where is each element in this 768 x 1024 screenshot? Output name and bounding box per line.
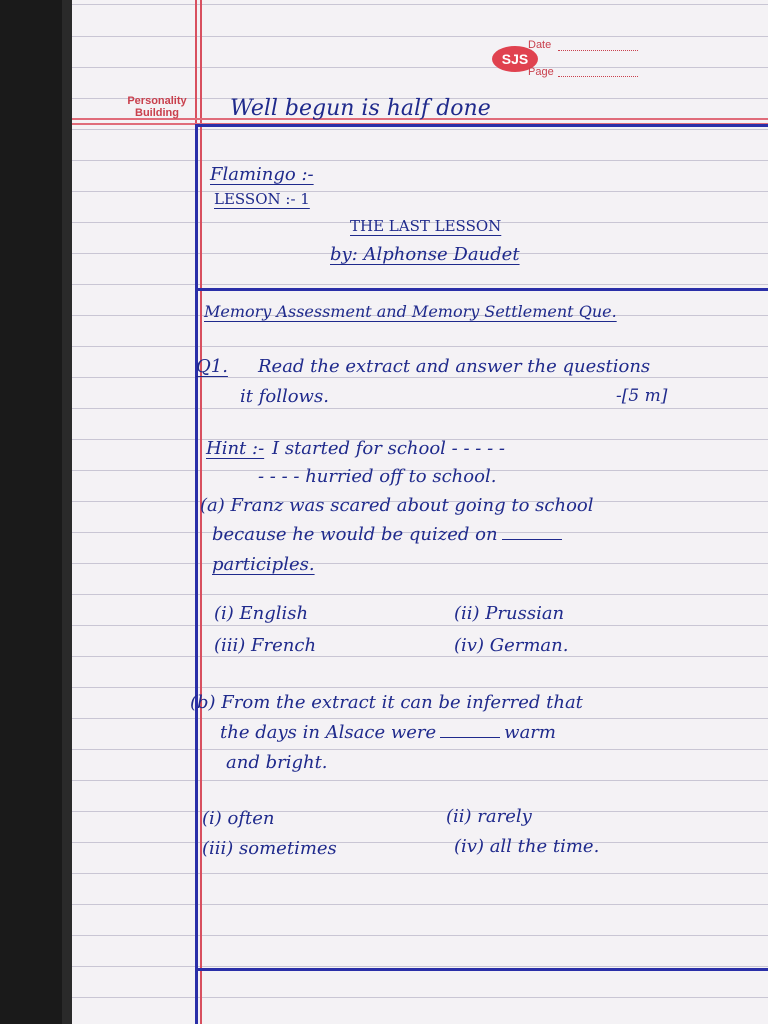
ink-rule-mid <box>198 288 768 291</box>
side-label-line1: Personality <box>127 95 187 107</box>
personality-building-label <box>102 95 212 119</box>
part-b-option-4: (iv) all the time. <box>454 836 600 857</box>
hint-label: Hint :- <box>206 438 265 459</box>
ink-rule-top <box>198 124 768 127</box>
part-b-option-3: (iii) sometimes <box>202 838 337 859</box>
part-b-option-1: (i) often <box>202 808 275 829</box>
part-a-line3: participles. <box>212 554 315 575</box>
part-b-answer-blank <box>440 737 500 738</box>
notebook-binding <box>62 0 72 1024</box>
question-text-line2: it follows. <box>240 386 329 407</box>
part-b-option-2: (ii) rarely <box>446 806 532 827</box>
part-a-line2 <box>212 526 566 544</box>
date-label: Date <box>528 39 552 51</box>
ink-rule-bottom <box>198 968 768 971</box>
part-b-line2 <box>220 724 556 742</box>
page-label: Page <box>528 66 554 78</box>
date-field-line <box>558 50 638 51</box>
side-label-line2: Building <box>135 107 179 119</box>
lesson-title: THE LAST LESSON <box>350 217 502 235</box>
question-text-line1: Read the extract and answer the questions <box>258 356 651 377</box>
question-label: Q1. <box>196 356 228 377</box>
hint-line1: I started for school - - - - - <box>272 438 505 459</box>
notebook-page <box>62 0 768 1024</box>
part-b-line3: and bright. <box>226 752 328 773</box>
author-line: by: Alphonse Daudet <box>330 244 520 265</box>
motto: Well begun is half done <box>230 96 491 121</box>
part-a-option-1: (i) English <box>214 603 309 624</box>
part-b-line2-text: the days in Alsace were <box>220 722 437 743</box>
hint-line2: - - - - hurried off to school. <box>258 466 497 487</box>
part-a-option-2: (ii) Prussian <box>454 603 565 624</box>
part-b-line1: (b) From the extract it can be inferred that <box>190 692 583 713</box>
lesson-number: LESSON :- 1 <box>214 190 310 208</box>
sjs-logo: SJS <box>492 46 538 72</box>
part-a-option-4: (iv) German. <box>454 635 569 656</box>
book-name: Flamingo :- <box>210 164 314 185</box>
part-a-line1: (a) Franz was scared about going to school <box>200 495 594 516</box>
ink-margin-line <box>195 124 198 1024</box>
page-field-line <box>558 76 638 77</box>
question-marks: -[5 m] <box>616 386 668 406</box>
part-a-line2-text: because he would be quized on <box>212 524 498 545</box>
part-a-option-3: (iii) French <box>214 635 317 656</box>
section-heading: Memory Assessment and Memory Settlement Que. <box>204 302 617 321</box>
part-b-line2-end: warm <box>504 722 556 743</box>
part-a-answer-blank <box>502 539 562 540</box>
